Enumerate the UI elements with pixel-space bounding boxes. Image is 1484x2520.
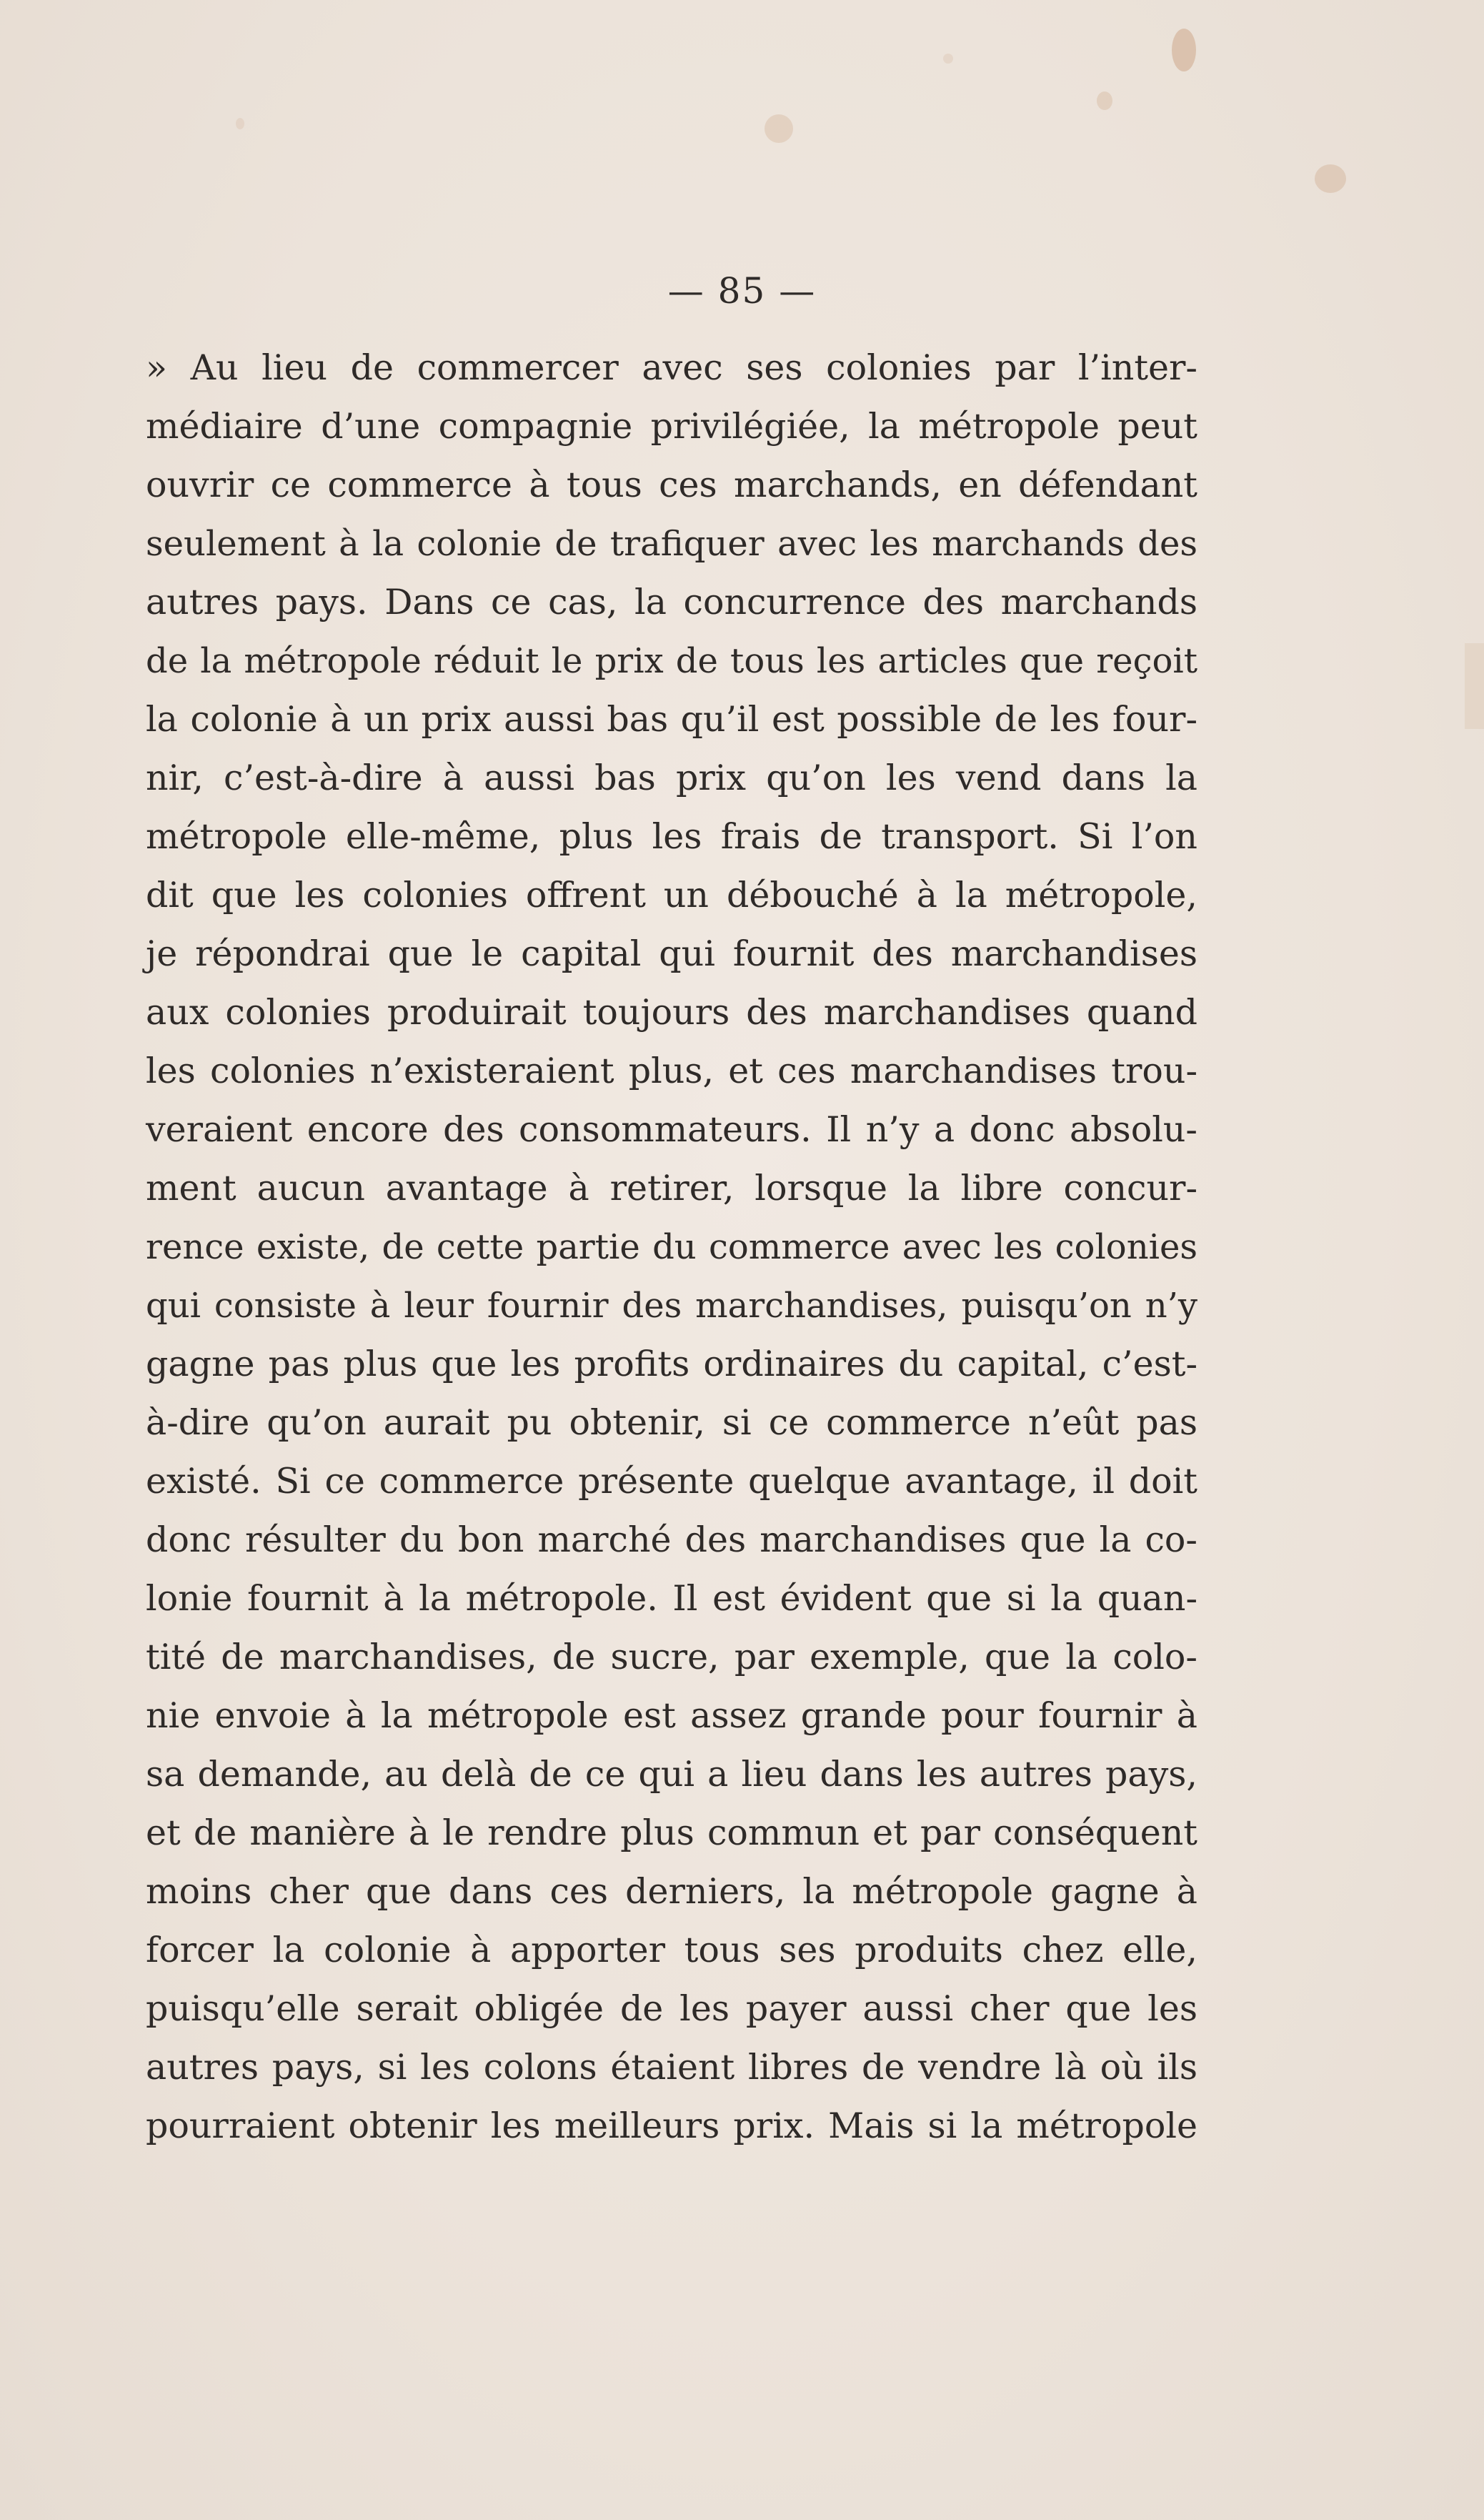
text-line: » Au lieu de commercer avec ses colonies par l’inter- [146, 347, 1197, 388]
text-line: ment aucun avantage à retirer, lorsque la libre concur- [146, 1168, 1197, 1209]
text-line: de la métropole réduit le prix de tous les articles que reçoit [146, 641, 1197, 681]
paper-stain [943, 54, 953, 64]
text-line: moins cher que dans ces derniers, la métropole gagne à [146, 1871, 1197, 1912]
paper-stain [1315, 164, 1346, 193]
text-line: veraient encore des consommateurs. Il n’y a donc absolu- [146, 1109, 1197, 1150]
paper-stain [765, 114, 793, 143]
text-line: nir, c’est-à-dire à aussi bas prix qu’on les vend dans la [146, 758, 1197, 798]
text-line: à-dire qu’on aurait pu obtenir, si ce commerce n’eût pas [146, 1402, 1197, 1443]
text-line: autres pays, si les colons étaient libres de vendre là où ils [146, 2047, 1197, 2088]
paper-stain [1172, 29, 1196, 71]
text-line: médiaire d’une compagnie privilégiée, la métropole peut [146, 406, 1197, 447]
text-line: et de manière à le rendre plus commun et par conséquent [146, 1812, 1197, 1853]
text-line: dit que les colonies offrent un débouché à la métropole, [146, 875, 1197, 916]
text-line: je répondrai que le capital qui fournit des marchandises [146, 933, 1197, 974]
body-text [146, 339, 1197, 2156]
text-line: la colonie à un prix aussi bas qu’il est possible de les four- [146, 699, 1197, 740]
text-line: lonie fournit à la métropole. Il est évident que si la quan- [146, 1578, 1197, 1619]
text-line: forcer la colonie à apporter tous ses produits chez elle, [146, 1930, 1197, 1970]
text-line: puisqu’elle serait obligée de les payer aussi cher que les [146, 1988, 1197, 2029]
text-line: pourraient obtenir les meilleurs prix. Mais si la métropole [146, 2105, 1197, 2146]
page-number: — 85 — [667, 270, 817, 312]
paper-stain [1465, 643, 1484, 729]
text-line: qui consiste à leur fournir des marchandises, puisqu’on n’y [146, 1286, 1197, 1326]
text-line: gagne pas plus que les profits ordinaires du capital, c’est- [146, 1344, 1197, 1384]
paper-stain [1097, 91, 1112, 110]
text-line: tité de marchandises, de sucre, par exemple, que la colo- [146, 1637, 1197, 1677]
text-line: rence existe, de cette partie du commerce avec les colonies [146, 1227, 1197, 1267]
text-line: les colonies n’existeraient plus, et ces marchandises trou- [146, 1051, 1197, 1091]
text-line: autres pays. Dans ce cas, la concurrence des marchands [146, 582, 1197, 622]
text-line: donc résulter du bon marché des marchandises que la co- [146, 1519, 1197, 1560]
text-line: existé. Si ce commerce présente quelque avantage, il doit [146, 1461, 1197, 1502]
text-line: seulement à la colonie de trafiquer avec les marchands des [146, 524, 1197, 564]
text-line: nie envoie à la métropole est assez grande pour fournir à [146, 1695, 1197, 1736]
text-line: ouvrir ce commerce à tous ces marchands, en défendant [146, 465, 1197, 505]
paper-stain [236, 118, 244, 129]
text-line: métropole elle-même, plus les frais de transport. Si l’on [146, 816, 1197, 857]
text-line: sa demande, au delà de ce qui a lieu dans les autres pays, [146, 1754, 1197, 1795]
text-line: aux colonies produirait toujours des marchandises quand [146, 992, 1197, 1033]
